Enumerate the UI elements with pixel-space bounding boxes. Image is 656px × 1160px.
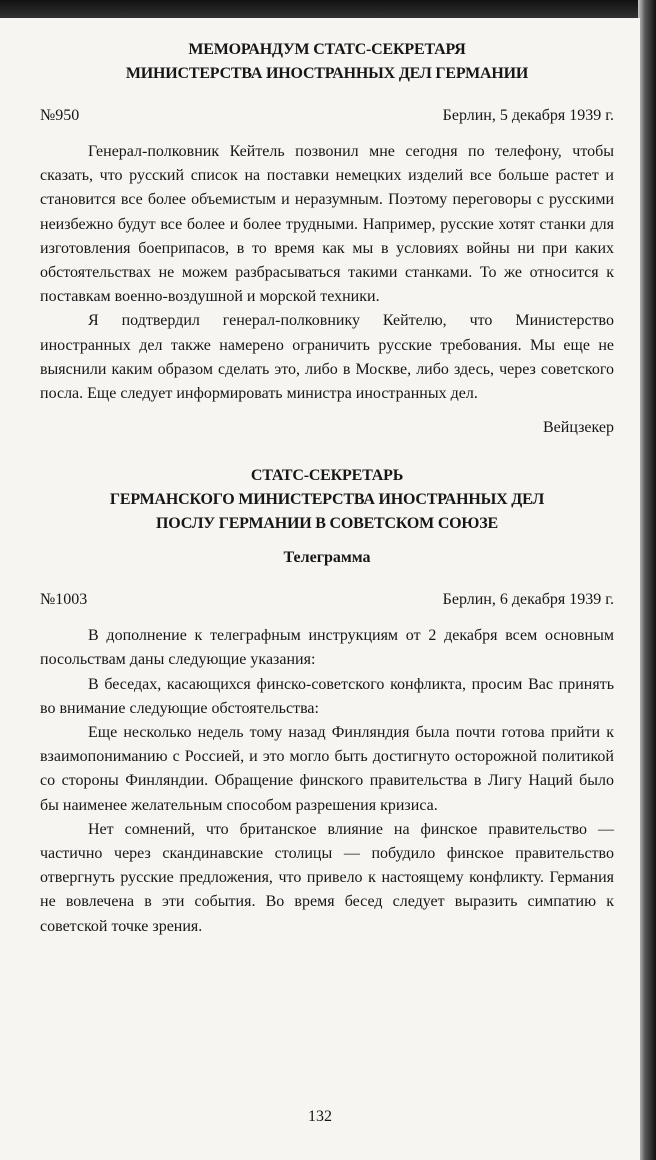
memo-title [40, 38, 614, 86]
memo-title-line-2: МИНИСТЕРСТВА ИНОСТРАННЫХ ДЕЛ ГЕРМАНИИ [125, 65, 529, 82]
document-page [0, 18, 640, 1160]
telegram-title [40, 464, 614, 536]
memo-header-line [40, 104, 614, 128]
telegram-body [40, 624, 614, 939]
telegram-paragraph-3: Еще несколько недель тому назад Финляндия была почти готова прийти к взаимопониманию с Россией, и это могло быть достигнуто осторожной политикой со стороны Финляндии. Обращение финского правительства в Лигу Наций было бы наименее желательным способом разрешения кризиса. [40, 724, 614, 814]
telegram-paragraph-1: В дополнение к телеграфным инструкциям от 2 декабря всем основным посольствам даны следующие указания: [40, 627, 614, 669]
memo-body [40, 140, 614, 406]
telegram-title-line-2: ГЕРМАНСКОГО МИНИСТЕРСТВА ИНОСТРАННЫХ ДЕЛ [109, 491, 545, 509]
page-number: 132 [308, 1108, 332, 1125]
memo-number: №950 [40, 107, 80, 124]
telegram-title-line-1: СТАТС-СЕКРЕТАРЬ [250, 467, 404, 485]
memo-paragraph-2: Я подтвердил генерал-полковнику Кейтелю, что Министерство иностранных дел также намерено ограничить русские требования. Мы еще не выяснили каким образом сделать это, либо в Москве, либо здесь, через советского посла. Еще следует информировать министра иностранных дел. [40, 312, 614, 403]
memo-signature: Вейцзекер [543, 419, 614, 437]
memo-title-line-1: МЕМОРАНДУМ СТАТС-СЕКРЕТАРЯ [188, 41, 466, 58]
telegram-subtitle: Телеграмма [283, 549, 371, 567]
telegram-paragraph-2: В беседах, касающихся финско-советского конфликта, просим Вас принять во внимание следующие обстоятельства: [40, 675, 614, 717]
telegram-paragraph-4: Нет сомнений, что британское влияние на финское правительство — частично через скандинавские столицы — побудило финское правительство отвергнуть русские предложения, что привело к настоящему конфликту. Германия не вовлечена в эти события. Во время бесед следует выразить симпатию к советской точке зрения. [40, 820, 614, 935]
telegram-number: №1003 [40, 591, 88, 609]
memo-paragraph-1: Генерал-полковник Кейтель позвонил мне сегодня по телефону, чтобы сказать, что русский список на поставки немецких изделий все больше растет и становится все более объемистым и неразумным. Поэтому переговоры с русскими неизбежно будут все более и более трудными. Например, русские хотят станки для изготовления боеприпасов, в то время как мы в условиях войны ни при каких обстоятельствах не можем разбрасываться такими станками. То же относится к поставкам военно-воздушной и морской техники. [40, 143, 614, 306]
telegram-header-line [40, 588, 614, 612]
telegram-place-date: Берлин, 6 декабря 1939 г. [442, 591, 614, 609]
telegram-title-line-3: ПОСЛУ ГЕРМАНИИ В СОВЕТСКОМ СОЮЗЕ [156, 515, 498, 533]
scan-right-edge [638, 0, 656, 1160]
memo-place-date: Берлин, 5 декабря 1939 г. [442, 107, 614, 124]
